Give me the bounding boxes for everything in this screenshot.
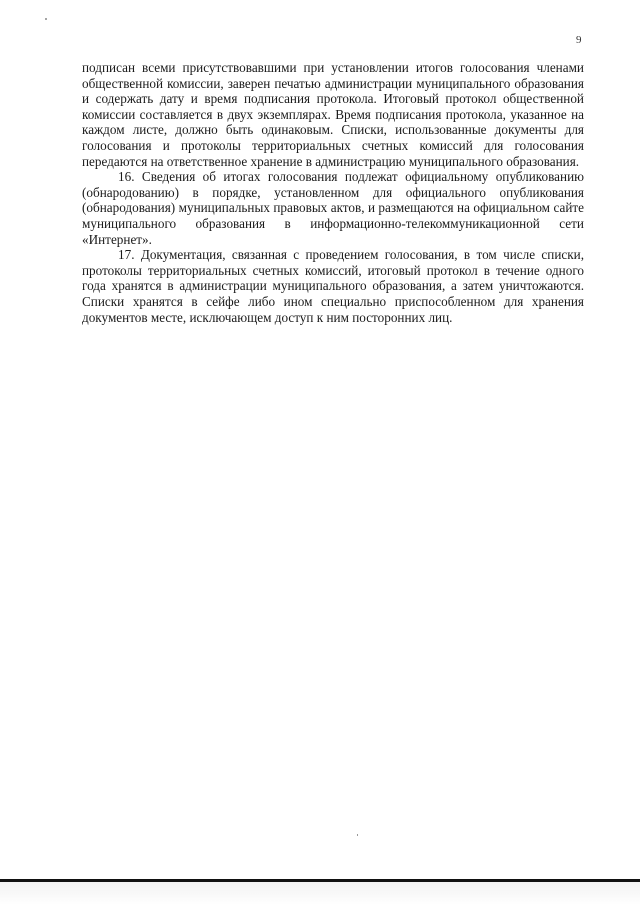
scan-artifact-dot — [45, 18, 47, 20]
scan-edge-shadow — [0, 882, 640, 905]
scan-artifact-dot-bottom — [357, 834, 358, 836]
paragraph-item-16: 16. Сведения об итогах голосования подлежат официальному опубликованию (обнародованию) в порядке, установленном для официального опубликования (обнародования) муниципальных правовых актов, и размещаются на официальном сайте муниципального образования в информационно-телекоммуникационной сети «Интернет». — [82, 169, 584, 247]
paragraph-continuation: подписан всеми присутствовавшими при установлении итогов голосования членами общественной комиссии, заверен печатью администрации муниципального образования и содержать дату и время подписания протокола. Итоговый протокол общественной комиссии составляется в двух экземплярах. Время подписания протокола, указанное на каждом листе, должно быть одинаковым. Списки, использованные документы для голосования и протоколы территориальных счетных комиссий для голосования передаются на ответственное хранение в администрацию муниципального образования. — [82, 60, 584, 169]
document-body — [82, 60, 584, 325]
paragraph-item-17: 17. Документация, связанная с проведением голосования, в том числе списки, протоколы территориальных счетных комиссий, итоговый протокол в течение одного года хранятся в администрации муниципального образования, а затем уничтожаются. Списки хранятся в сейфе либо ином специально приспособленном для хранения документов месте, исключающем доступ к ним посторонних лиц. — [82, 247, 584, 325]
page-number: 9 — [576, 34, 582, 46]
